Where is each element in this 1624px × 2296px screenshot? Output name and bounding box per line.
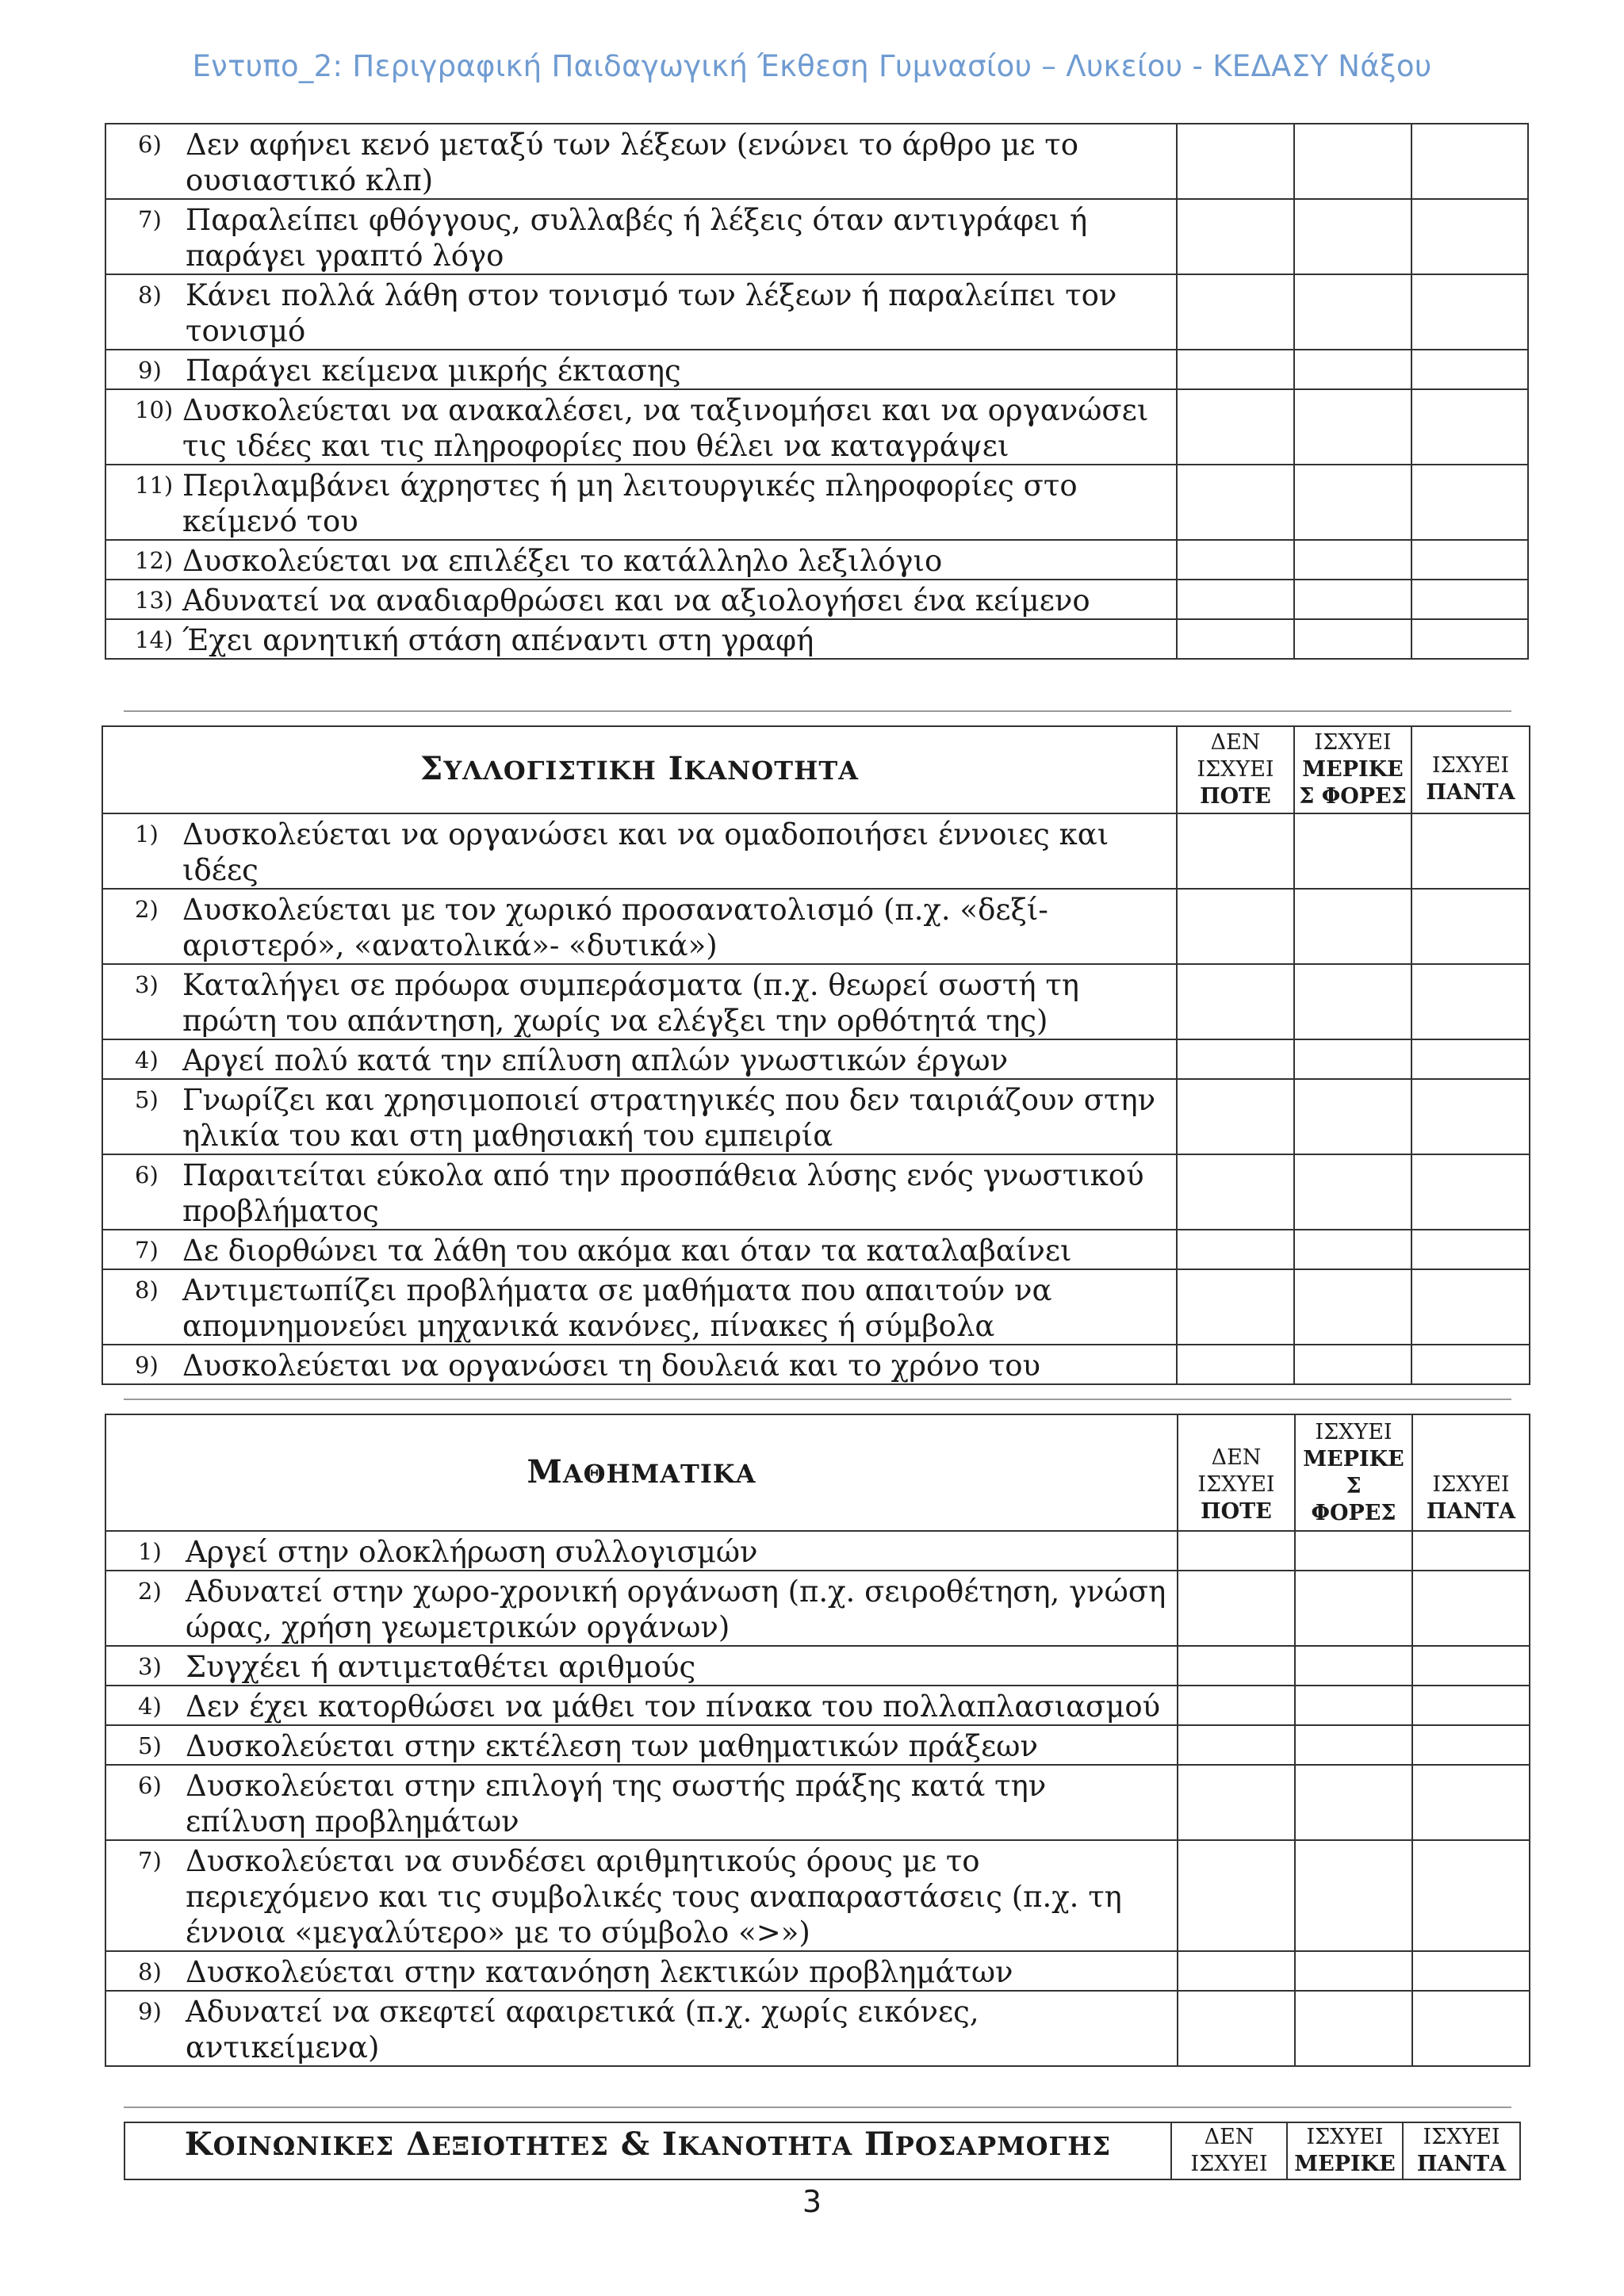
item-number: 8) — [135, 1276, 159, 1303]
checkbox-always[interactable] — [1412, 1725, 1530, 1765]
checkbox-sometimes[interactable] — [1294, 540, 1411, 580]
checkbox-sometimes[interactable] — [1294, 124, 1411, 199]
checkbox-sometimes[interactable] — [1294, 889, 1411, 964]
checkbox-never[interactable] — [1178, 1951, 1295, 1991]
checkbox-always[interactable] — [1411, 1230, 1530, 1269]
table-row — [105, 274, 1528, 350]
table-row — [105, 1571, 1530, 1646]
item-text: Αργεί πολύ κατά την επίλυση απλών γνωστικών έργων — [182, 1043, 1009, 1077]
column-header-sometimes: ΙΣΧΥΕΙ ΜΕΡΙΚΕ Σ ΦΟΡΕΣ — [1295, 1414, 1412, 1531]
checkbox-sometimes[interactable] — [1294, 813, 1411, 889]
table-row — [105, 1646, 1530, 1686]
item-text: Δεν έχει κατορθώσει να μάθει τον πίνακα του πολλαπλασιασμού — [186, 1689, 1161, 1724]
checkbox-sometimes[interactable] — [1295, 1725, 1412, 1765]
table-row — [105, 124, 1528, 199]
item-text: Παράγει κείμενα μικρής έκτασης — [186, 354, 681, 388]
item-number: 1) — [135, 821, 159, 848]
reasoning-table — [102, 725, 1530, 1385]
checkbox-never[interactable] — [1177, 1345, 1294, 1384]
checkbox-always[interactable] — [1412, 1686, 1530, 1725]
checkbox-never[interactable] — [1177, 1039, 1294, 1079]
checkbox-sometimes[interactable] — [1295, 1951, 1412, 1991]
table-header-row — [124, 2122, 1520, 2179]
checkbox-sometimes[interactable] — [1295, 1991, 1412, 2066]
checkbox-sometimes[interactable] — [1294, 1345, 1411, 1384]
checkbox-never[interactable] — [1178, 1840, 1295, 1951]
checkbox-never[interactable] — [1178, 1991, 1295, 2066]
item-number: 2) — [135, 896, 159, 923]
social-skills-table — [124, 2122, 1521, 2180]
checkbox-never[interactable] — [1178, 1765, 1295, 1840]
item-text: Δυσκολεύεται να ανακαλέσει, να ταξινομήσει και να οργανώσει τις ιδέες και τις πληροφορίες που θέλει να καταγράψει — [182, 393, 1149, 463]
column-header-always: ΙΣΧΥΕΙ ΠΑΝΤΑ — [1403, 2122, 1520, 2179]
item-text: Δυσκολεύεται να συνδέσει αριθμητικούς όρους με το περιεχόμενο και τις συμβολικές τους αναπαραστάσεις (π.χ. τη έννοια «μεγαλύτερο» με το σύμβολο «>») — [186, 1844, 1122, 1950]
checkbox-never[interactable] — [1177, 964, 1294, 1039]
item-text: Αντιμετωπίζει προβλήματα σε μαθήματα που απαιτούν να απομνημονεύει μηχανικά κανόνες, πίνακες ή σύμβολα — [182, 1273, 1052, 1343]
checkbox-always[interactable] — [1411, 465, 1528, 540]
item-number: 7) — [138, 1847, 162, 1874]
table-row — [102, 1039, 1530, 1079]
table-row — [102, 1079, 1530, 1154]
table-row — [105, 1765, 1530, 1840]
item-text: Δε διορθώνει τα λάθη του ακόμα και όταν τα καταλαβαίνει — [182, 1234, 1072, 1268]
item-text: Δυσκολεύεται να οργανώσει τη δουλειά και το χρόνο του — [182, 1349, 1041, 1383]
checkbox-never[interactable] — [1177, 1230, 1294, 1269]
item-number: 11) — [135, 472, 174, 499]
table-row — [105, 1725, 1530, 1765]
column-header-always: ΙΣΧΥΕΙ ΠΑΝΤΑ — [1411, 726, 1530, 813]
item-number: 4) — [138, 1693, 162, 1720]
item-text: Αδυνατεί στην χωρο-χρονική οργάνωση (π.χ. σειροθέτηση, γνώση ώρας, χρήση γεωμετρικών οργάνων) — [186, 1575, 1166, 1644]
table-row — [105, 1951, 1530, 1991]
item-number: 3) — [138, 1653, 162, 1680]
checkbox-sometimes[interactable] — [1294, 274, 1411, 350]
table-row — [102, 1269, 1530, 1345]
checkbox-sometimes[interactable] — [1294, 1079, 1411, 1154]
section-title: ΚΟΙΝΩΝΙΚΕΣ ΔΕΞΙΟΤΗΤΕΣ & ΙΚΑΝΟΤΗΤΑ ΠΡΟΣΑΡΜΟΓΗΣ — [124, 2122, 1171, 2179]
section-divider — [124, 710, 1511, 712]
checkbox-always[interactable] — [1412, 1571, 1530, 1646]
checkbox-never[interactable] — [1178, 1531, 1295, 1571]
item-text: Παραιτείται εύκολα από την προσπάθεια λύσης ενός γνωστικού προβλήματος — [182, 1158, 1144, 1228]
item-text: Δυσκολεύεται με τον χωρικό προσανατολισμό (π.χ. «δεξί- αριστερό», «ανατολικά»- «δυτικά») — [182, 893, 1048, 962]
item-text: Συγχέει ή αντιμεταθέτει αριθμούς — [186, 1650, 696, 1684]
table-row — [105, 199, 1528, 274]
checkbox-sometimes[interactable] — [1294, 350, 1411, 389]
checkbox-sometimes[interactable] — [1295, 1686, 1412, 1725]
checkbox-sometimes[interactable] — [1294, 580, 1411, 619]
checkbox-always[interactable] — [1411, 1269, 1530, 1345]
checkbox-sometimes[interactable] — [1295, 1571, 1412, 1646]
checkbox-never[interactable] — [1178, 1646, 1295, 1686]
checkbox-always[interactable] — [1411, 389, 1528, 465]
item-number: 5) — [138, 1732, 162, 1759]
checkbox-always[interactable] — [1411, 889, 1530, 964]
checkbox-never[interactable] — [1177, 124, 1294, 199]
column-header-never: ΔΕΝ ΙΣΧΥΕΙ ΠΟΤΕ — [1177, 726, 1294, 813]
checkbox-always[interactable] — [1411, 813, 1530, 889]
item-text: Παραλείπει φθόγγους, συλλαβές ή λέξεις όταν αντιγράφει ή παράγει γραπτό λόγο — [186, 203, 1088, 273]
checkbox-always[interactable] — [1411, 1345, 1530, 1384]
item-number: 6) — [138, 1772, 162, 1799]
checkbox-never[interactable] — [1177, 465, 1294, 540]
section-divider — [124, 2107, 1511, 2108]
checkbox-never[interactable] — [1177, 1079, 1294, 1154]
column-header-sometimes: ΙΣΧΥΕΙ ΜΕΡΙΚΕ Σ ΦΟΡΕΣ — [1294, 726, 1411, 813]
column-header-never: ΔΕΝ ΙΣΧΥΕΙ — [1171, 2122, 1287, 2179]
table-row — [102, 889, 1530, 964]
math-table — [105, 1414, 1530, 2067]
checkbox-sometimes[interactable] — [1294, 1269, 1411, 1345]
checkbox-always[interactable] — [1411, 580, 1528, 619]
checkbox-never[interactable] — [1178, 1725, 1295, 1765]
item-text: Δυσκολεύεται στην επιλογή της σωστής πράξης κατά την επίλυση προβλημάτων — [186, 1769, 1047, 1839]
document-header: Εντυπο_2: Περιγραφική Παιδαγωγική Έκθεση Γυμνασίου – Λυκείου - ΚΕΔΑΣΥ Νάξου — [192, 49, 1432, 83]
item-text: Αδυνατεί να αναδιαρθρώσει και να αξιολογήσει ένα κείμενο — [182, 584, 1090, 618]
column-header-never: ΔΕΝ ΙΣΧΥΕΙ ΠΟΤΕ — [1178, 1414, 1295, 1531]
item-text: Δυσκολεύεται στην εκτέλεση των μαθηματικών πράξεων — [186, 1729, 1038, 1763]
checkbox-always[interactable] — [1411, 124, 1528, 199]
checkbox-never[interactable] — [1177, 813, 1294, 889]
table-row — [102, 1154, 1530, 1230]
item-number: 5) — [135, 1086, 159, 1113]
checkbox-always[interactable] — [1412, 1646, 1530, 1686]
writing-table — [105, 123, 1529, 660]
checkbox-always[interactable] — [1411, 1154, 1530, 1230]
item-text: Δεν αφήνει κενό μεταξύ των λέξεων (ενώνει το άρθρο με το ουσιαστικό κλπ) — [186, 128, 1078, 197]
checkbox-sometimes[interactable] — [1295, 1646, 1412, 1686]
table-row — [105, 619, 1528, 659]
table-row — [105, 389, 1528, 465]
checkbox-always[interactable] — [1411, 619, 1528, 659]
table-header-row — [102, 726, 1530, 813]
checkbox-always[interactable] — [1411, 199, 1528, 274]
table-row — [105, 350, 1528, 389]
table-row — [105, 1531, 1530, 1571]
table-header-row — [105, 1414, 1530, 1531]
column-header-always: ΙΣΧΥΕΙ ΠΑΝΤΑ — [1412, 1414, 1530, 1531]
table-row — [102, 1345, 1530, 1384]
checkbox-never[interactable] — [1177, 580, 1294, 619]
checkbox-always[interactable] — [1412, 1765, 1530, 1840]
checkbox-never[interactable] — [1177, 1269, 1294, 1345]
checkbox-always[interactable] — [1412, 1840, 1530, 1951]
checkbox-never[interactable] — [1178, 1686, 1295, 1725]
checkbox-always[interactable] — [1411, 964, 1530, 1039]
checkbox-always[interactable] — [1411, 350, 1528, 389]
item-text: Καταλήγει σε πρόωρα συμπεράσματα (π.χ. θεωρεί σωστή τη πρώτη του απάντηση, χωρίς να ελέγξει την ορθότητά της) — [182, 968, 1079, 1038]
checkbox-sometimes[interactable] — [1294, 199, 1411, 274]
table-row — [105, 540, 1528, 580]
checkbox-sometimes[interactable] — [1294, 1230, 1411, 1269]
item-text: Δυσκολεύεται να οργανώσει και να ομαδοποιήσει έννοιες και ιδέες — [182, 817, 1109, 887]
item-text: Αργεί στην ολοκλήρωση συλλογισμών — [186, 1535, 758, 1569]
checkbox-never[interactable] — [1177, 889, 1294, 964]
table-row — [102, 964, 1530, 1039]
item-number: 13) — [135, 587, 174, 614]
checkbox-never[interactable] — [1178, 1571, 1295, 1646]
checkbox-never[interactable] — [1177, 199, 1294, 274]
checkbox-always[interactable] — [1412, 1531, 1530, 1571]
item-number: 4) — [135, 1047, 159, 1073]
item-number: 12) — [135, 547, 174, 574]
section-title: ΜΑΘΗΜΑΤΙΚΑ — [105, 1414, 1178, 1531]
item-number: 1) — [138, 1538, 162, 1565]
item-number: 2) — [138, 1578, 162, 1605]
checkbox-sometimes[interactable] — [1294, 964, 1411, 1039]
checkbox-never[interactable] — [1177, 389, 1294, 465]
item-number: 10) — [135, 396, 174, 423]
section-title: ΣΥΛΛΟΓΙΣΤΙΚΗ ΙΚΑΝΟΤΗΤΑ — [102, 726, 1177, 813]
item-number: 6) — [135, 1161, 159, 1188]
item-text: Δυσκολεύεται στην κατανόηση λεκτικών προβλημάτων — [186, 1955, 1013, 1989]
table-row — [105, 1686, 1530, 1725]
item-number: 9) — [138, 357, 162, 384]
checkbox-never[interactable] — [1177, 274, 1294, 350]
item-text: Γνωρίζει και χρησιμοποιεί στρατηγικές που δεν ταιριάζουν στην ηλικία του και στη μαθησιακή του εμπειρία — [182, 1083, 1156, 1153]
item-number: 9) — [138, 1998, 162, 2025]
checkbox-always[interactable] — [1411, 1079, 1530, 1154]
checkbox-sometimes[interactable] — [1295, 1531, 1412, 1571]
item-text: Κάνει πολλά λάθη στον τονισμό των λέξεων ή παραλείπει τον τονισμό — [186, 278, 1117, 348]
item-number: 8) — [138, 281, 162, 308]
section-divider — [124, 1399, 1511, 1400]
item-text: Δυσκολεύεται να επιλέξει το κατάλληλο λεξιλόγιο — [182, 544, 943, 578]
item-number: 14) — [135, 626, 174, 653]
item-text: Αδυνατεί να σκεφτεί αφαιρετικά (π.χ. χωρίς εικόνες, αντικείμενα) — [186, 1995, 979, 2064]
table-row — [105, 1991, 1530, 2066]
item-number: 3) — [135, 971, 159, 998]
checkbox-sometimes[interactable] — [1294, 1039, 1411, 1079]
checkbox-sometimes[interactable] — [1294, 1154, 1411, 1230]
checkbox-sometimes[interactable] — [1295, 1840, 1412, 1951]
checkbox-sometimes[interactable] — [1295, 1765, 1412, 1840]
checkbox-never[interactable] — [1177, 1154, 1294, 1230]
table-row — [105, 465, 1528, 540]
page-number: 3 — [802, 2184, 822, 2219]
checkbox-never[interactable] — [1177, 619, 1294, 659]
item-number: 7) — [135, 1237, 159, 1264]
item-number: 8) — [138, 1958, 162, 1985]
table-row — [105, 1840, 1530, 1951]
table-row — [102, 1230, 1530, 1269]
checkbox-sometimes[interactable] — [1294, 389, 1411, 465]
checkbox-always[interactable] — [1412, 1951, 1530, 1991]
item-number: 9) — [135, 1352, 159, 1379]
checkbox-always[interactable] — [1412, 1991, 1530, 2066]
checkbox-always[interactable] — [1411, 1039, 1530, 1079]
item-text: Περιλαμβάνει άχρηστες ή μη λειτουργικές πληροφορίες στο κείμενό του — [182, 469, 1078, 538]
checkbox-sometimes[interactable] — [1294, 619, 1411, 659]
table-row — [105, 580, 1528, 619]
checkbox-never[interactable] — [1177, 540, 1294, 580]
column-header-sometimes: ΙΣΧΥΕΙ ΜΕΡΙΚΕ — [1287, 2122, 1403, 2179]
checkbox-always[interactable] — [1411, 274, 1528, 350]
item-number: 7) — [138, 206, 162, 233]
checkbox-never[interactable] — [1177, 350, 1294, 389]
item-number: 6) — [138, 131, 162, 158]
checkbox-sometimes[interactable] — [1294, 465, 1411, 540]
checkbox-always[interactable] — [1411, 540, 1528, 580]
table-row — [102, 813, 1530, 889]
item-text: Έχει αρνητική στάση απέναντι στη γραφή — [182, 623, 814, 657]
